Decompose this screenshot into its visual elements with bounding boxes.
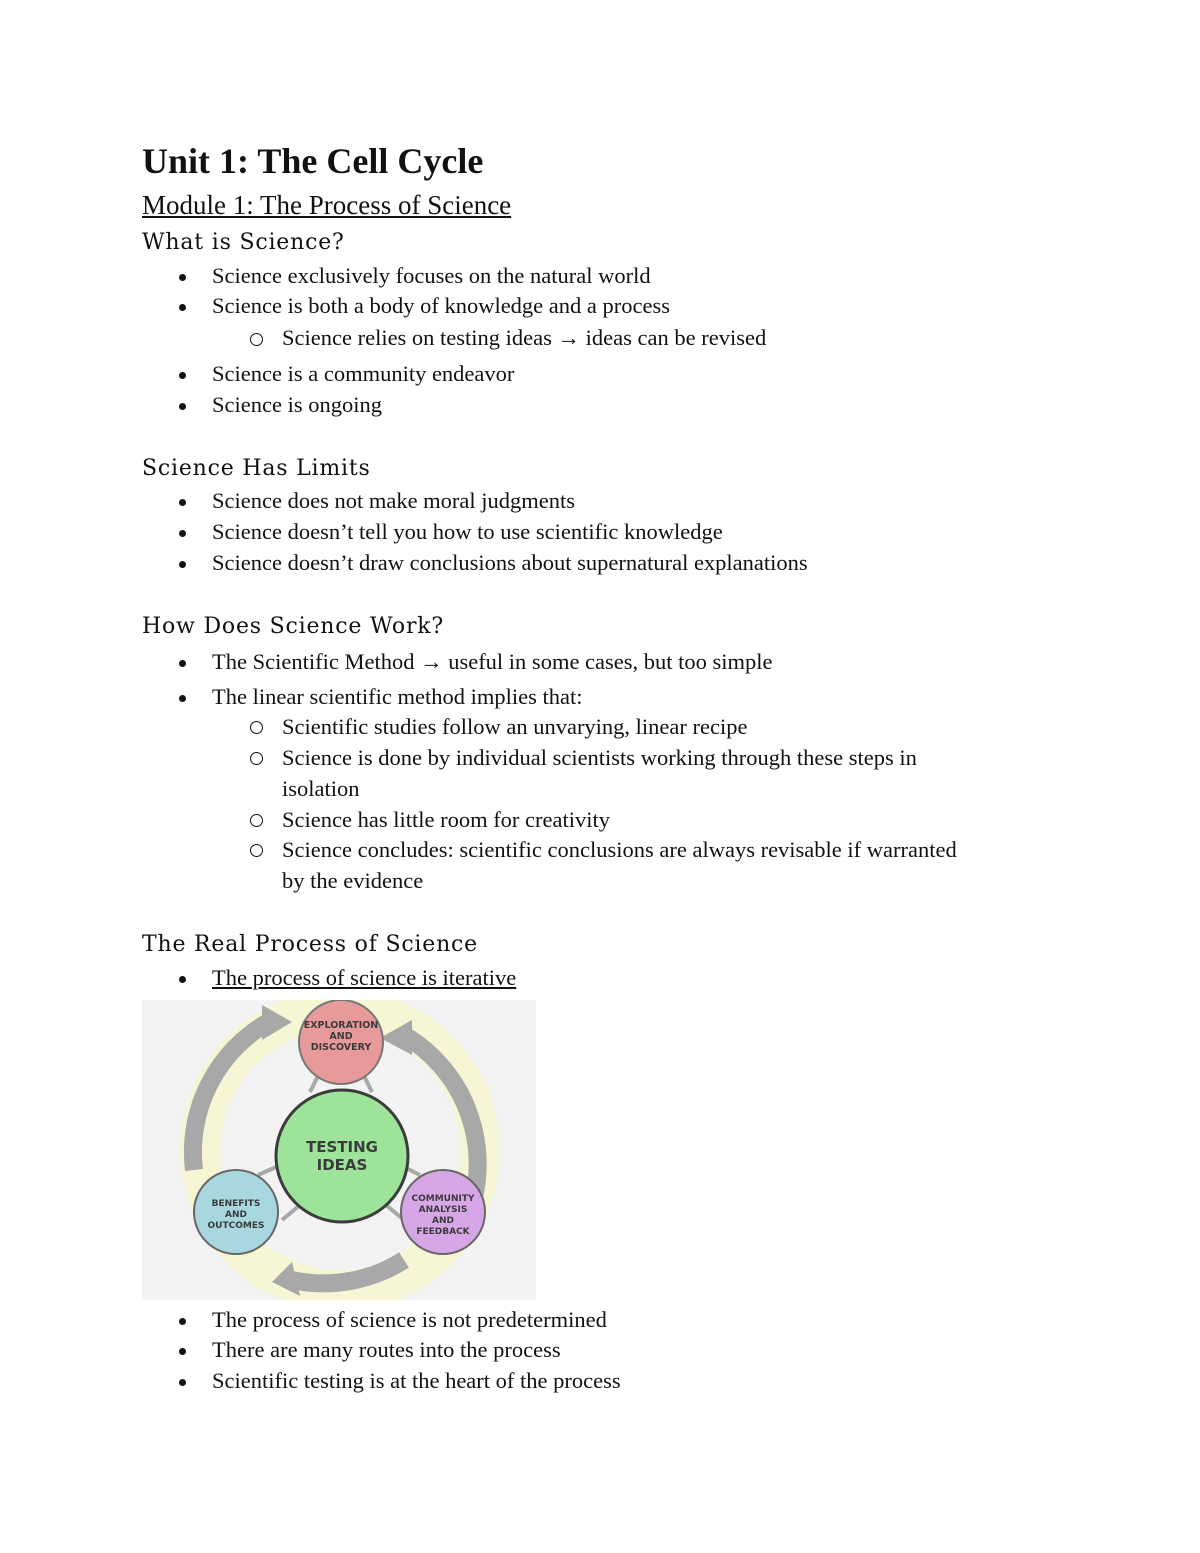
bullet-dot	[179, 695, 186, 702]
sub-bullet-circle	[250, 721, 263, 734]
label-community-4: FEEDBACK	[416, 1227, 470, 1237]
list-item: Scientific studies follow an unvarying, linear recipe	[282, 714, 748, 739]
label-benefits-1: BENEFITS	[211, 1199, 261, 1209]
list-item: There are many routes into the process	[212, 1337, 561, 1362]
bullet-dot	[179, 499, 186, 506]
list-item: The process of science is not predetermined	[212, 1307, 607, 1332]
label-benefits-3: OUTCOMES	[207, 1221, 265, 1231]
list-item: Science does not make moral judgments	[212, 488, 576, 513]
section-heading-limits: Science Has Limits	[142, 456, 371, 481]
bullet-dot	[179, 976, 186, 983]
list-item: Science doesn’t draw conclusions about supernatural explanations	[212, 550, 808, 575]
bullet-dot	[179, 561, 186, 568]
bullet-dot	[179, 403, 186, 410]
sub-bullet-circle	[250, 814, 263, 827]
list-item: Science is a community endeavor	[212, 361, 515, 386]
process-of-science-diagram	[142, 1000, 536, 1300]
bullet-dot	[179, 1379, 186, 1386]
page-title: Unit 1: The Cell Cycle	[142, 141, 484, 181]
label-benefits-2: AND	[225, 1210, 247, 1220]
list-item: The Scientific Method → useful in some cases, but too simple	[212, 649, 773, 674]
list-item: Science doesn’t tell you how to use scientific knowledge	[212, 519, 723, 544]
list-item: The linear scientific method implies that:	[212, 684, 583, 709]
section-heading-real-process: The Real Process of Science	[142, 932, 479, 957]
module-title: Module 1: The Process of Science	[142, 190, 512, 220]
bullet-dot	[179, 304, 186, 311]
list-item: Science relies on testing ideas → ideas can be revised	[282, 325, 767, 350]
label-exploration-3: DISCOVERY	[310, 1042, 372, 1053]
section-heading-how: How Does Science Work?	[142, 614, 444, 639]
list-item: Science is done by individual scientists working through these steps in	[282, 745, 917, 770]
list-item: Science is both a body of knowledge and a process	[212, 293, 670, 318]
list-item: The process of science is iterative	[212, 965, 517, 990]
bullet-dot	[179, 660, 186, 667]
list-item-continuation: isolation	[282, 776, 360, 801]
sub-bullet-circle	[250, 752, 263, 765]
sub-bullet-circle	[250, 844, 263, 857]
label-community-3: AND	[432, 1216, 454, 1226]
list-item: Science is ongoing	[212, 392, 382, 417]
sub-bullet-circle	[250, 333, 263, 346]
label-exploration-2: AND	[329, 1031, 353, 1042]
list-item: Science exclusively focuses on the natural world	[212, 263, 651, 288]
section-heading-what-is-science: What is Science?	[142, 230, 345, 255]
bullet-dot	[179, 372, 186, 379]
label-testing: TESTING	[306, 1138, 378, 1156]
list-item: Science has little room for creativity	[282, 807, 611, 832]
bullet-dot	[179, 274, 186, 281]
label-exploration-1: EXPLORATION	[303, 1020, 379, 1031]
label-community-2: ANALYSIS	[418, 1205, 468, 1215]
label-community-1: COMMUNITY	[411, 1194, 475, 1204]
bullet-dot	[179, 1348, 186, 1355]
label-ideas: IDEAS	[316, 1156, 368, 1174]
list-item: Scientific testing is at the heart of the process	[212, 1368, 621, 1393]
list-item: Science concludes: scientific conclusions are always revisable if warranted	[282, 837, 957, 862]
list-item-continuation: by the evidence	[282, 868, 424, 893]
bullet-dot	[179, 530, 186, 537]
bullet-dot	[179, 1318, 186, 1325]
